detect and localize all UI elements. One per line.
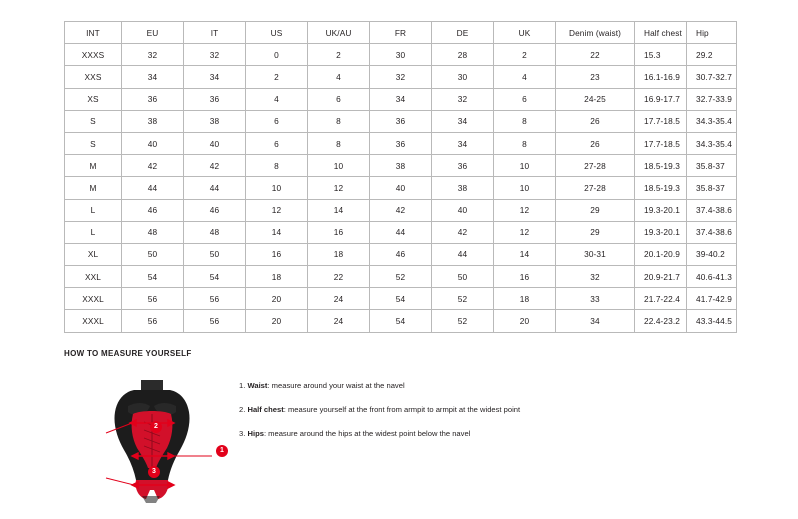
instruction-waist-text: : measure around your waist at the navel [267, 381, 405, 390]
cell-de: 28 [432, 44, 494, 66]
size-conversion-table [64, 21, 737, 333]
cell-int: XL [65, 243, 122, 265]
cell-denim-waist: 34 [556, 310, 635, 332]
instruction-half-chest-index: 2. [239, 405, 246, 414]
table-row [65, 288, 737, 310]
table-row [65, 266, 737, 288]
column-header-int: INT [65, 22, 122, 44]
column-header-uk: UK [494, 22, 556, 44]
cell-uk: 20 [494, 310, 556, 332]
cell-uk: 10 [494, 177, 556, 199]
cell-half-chest: 20.1-20.9 [635, 243, 687, 265]
cell-uk-au: 18 [308, 243, 370, 265]
cell-it: 40 [184, 132, 246, 154]
table-row [65, 177, 737, 199]
cell-int: XXXL [65, 310, 122, 332]
column-header-us: US [246, 22, 308, 44]
cell-eu: 42 [122, 155, 184, 177]
cell-eu: 48 [122, 221, 184, 243]
cell-denim-waist: 26 [556, 132, 635, 154]
cell-de: 38 [432, 177, 494, 199]
cell-eu: 38 [122, 110, 184, 132]
cell-it: 36 [184, 88, 246, 110]
cell-us: 0 [246, 44, 308, 66]
cell-denim-waist: 29 [556, 221, 635, 243]
cell-half-chest: 22.4-23.2 [635, 310, 687, 332]
instruction-waist-index: 1. [239, 381, 246, 390]
cell-uk: 18 [494, 288, 556, 310]
column-header-hip: Hip [687, 22, 737, 44]
cell-eu: 40 [122, 132, 184, 154]
cell-de: 32 [432, 88, 494, 110]
cell-uk-au: 12 [308, 177, 370, 199]
cell-de: 44 [432, 243, 494, 265]
cell-denim-waist: 22 [556, 44, 635, 66]
cell-uk: 4 [494, 66, 556, 88]
cell-denim-waist: 33 [556, 288, 635, 310]
cell-eu: 44 [122, 177, 184, 199]
cell-it: 48 [184, 221, 246, 243]
cell-uk-au: 6 [308, 88, 370, 110]
cell-int: S [65, 132, 122, 154]
cell-half-chest: 16.1-16.9 [635, 66, 687, 88]
column-header-it: IT [184, 22, 246, 44]
cell-uk-au: 8 [308, 110, 370, 132]
cell-uk: 8 [494, 110, 556, 132]
cell-int: M [65, 155, 122, 177]
cell-int: L [65, 221, 122, 243]
column-header-de: DE [432, 22, 494, 44]
cell-denim-waist: 27-28 [556, 177, 635, 199]
column-header-denim-waist: Denim (waist) [556, 22, 635, 44]
cell-fr: 54 [370, 310, 432, 332]
column-header-uk-au: UK/AU [308, 22, 370, 44]
cell-half-chest: 21.7-22.4 [635, 288, 687, 310]
table-row [65, 110, 737, 132]
table-row [65, 132, 737, 154]
cell-uk: 6 [494, 88, 556, 110]
table-row [65, 44, 737, 66]
table-row [65, 243, 737, 265]
cell-us: 6 [246, 110, 308, 132]
cell-fr: 54 [370, 288, 432, 310]
table-row [65, 310, 737, 332]
cell-fr: 38 [370, 155, 432, 177]
cell-hip: 29.2 [687, 44, 737, 66]
instruction-hips-text: : measure around the hips at the widest point below the navel [263, 429, 471, 438]
cell-hip: 32.7-33.9 [687, 88, 737, 110]
table-row [65, 66, 737, 88]
cell-eu: 56 [122, 310, 184, 332]
column-header-half-chest: Half chest [635, 22, 687, 44]
column-header-fr: FR [370, 22, 432, 44]
cell-fr: 32 [370, 66, 432, 88]
cell-de: 50 [432, 266, 494, 288]
instruction-half-chest [239, 404, 719, 416]
cell-hip: 37.4-38.6 [687, 199, 737, 221]
cell-us: 4 [246, 88, 308, 110]
table-row [65, 199, 737, 221]
cell-half-chest: 18.5-19.3 [635, 177, 687, 199]
cell-it: 38 [184, 110, 246, 132]
cell-hip: 35.8-37 [687, 155, 737, 177]
cell-eu: 46 [122, 199, 184, 221]
cell-fr: 42 [370, 199, 432, 221]
cell-fr: 40 [370, 177, 432, 199]
cell-de: 34 [432, 132, 494, 154]
cell-denim-waist: 32 [556, 266, 635, 288]
cell-uk: 16 [494, 266, 556, 288]
mannequin-illustration [84, 378, 219, 503]
cell-it: 56 [184, 288, 246, 310]
callout-marker-1: 1 [216, 445, 228, 457]
cell-denim-waist: 26 [556, 110, 635, 132]
cell-denim-waist: 30-31 [556, 243, 635, 265]
cell-denim-waist: 29 [556, 199, 635, 221]
cell-it: 54 [184, 266, 246, 288]
cell-uk: 8 [494, 132, 556, 154]
cell-us: 12 [246, 199, 308, 221]
table-body [65, 44, 737, 332]
cell-uk-au: 22 [308, 266, 370, 288]
cell-de: 40 [432, 199, 494, 221]
cell-uk: 14 [494, 243, 556, 265]
cell-fr: 34 [370, 88, 432, 110]
cell-eu: 32 [122, 44, 184, 66]
cell-de: 52 [432, 310, 494, 332]
cell-fr: 36 [370, 110, 432, 132]
table-row [65, 221, 737, 243]
cell-uk-au: 24 [308, 288, 370, 310]
cell-half-chest: 19.3-20.1 [635, 199, 687, 221]
cell-it: 32 [184, 44, 246, 66]
cell-eu: 50 [122, 243, 184, 265]
table-row [65, 88, 737, 110]
cell-fr: 30 [370, 44, 432, 66]
table-header [65, 22, 737, 44]
cell-denim-waist: 24-25 [556, 88, 635, 110]
cell-int: XS [65, 88, 122, 110]
cell-half-chest: 17.7-18.5 [635, 132, 687, 154]
cell-it: 34 [184, 66, 246, 88]
cell-it: 44 [184, 177, 246, 199]
cell-int: S [65, 110, 122, 132]
cell-hip: 30.7-32.7 [687, 66, 737, 88]
cell-hip: 41.7-42.9 [687, 288, 737, 310]
cell-uk: 12 [494, 199, 556, 221]
cell-fr: 46 [370, 243, 432, 265]
how-to-measure-section [64, 349, 734, 475]
cell-int: XXXS [65, 44, 122, 66]
cell-de: 34 [432, 110, 494, 132]
measurement-instructions [239, 380, 719, 452]
cell-uk-au: 14 [308, 199, 370, 221]
cell-us: 20 [246, 288, 308, 310]
cell-hip: 39-40.2 [687, 243, 737, 265]
cell-hip: 40.6-41.3 [687, 266, 737, 288]
cell-us: 20 [246, 310, 308, 332]
instruction-half-chest-term: Half chest [247, 405, 284, 414]
cell-hip: 37.4-38.6 [687, 221, 737, 243]
how-to-measure-title: HOW TO MEASURE YOURSELF [64, 349, 192, 358]
instruction-hips [239, 428, 719, 440]
cell-it: 46 [184, 199, 246, 221]
cell-eu: 54 [122, 266, 184, 288]
cell-uk: 10 [494, 155, 556, 177]
cell-eu: 56 [122, 288, 184, 310]
cell-fr: 44 [370, 221, 432, 243]
cell-half-chest: 19.3-20.1 [635, 221, 687, 243]
cell-eu: 34 [122, 66, 184, 88]
cell-fr: 36 [370, 132, 432, 154]
cell-de: 36 [432, 155, 494, 177]
cell-denim-waist: 27-28 [556, 155, 635, 177]
cell-us: 2 [246, 66, 308, 88]
cell-it: 56 [184, 310, 246, 332]
cell-de: 30 [432, 66, 494, 88]
table-row [65, 155, 737, 177]
cell-de: 52 [432, 288, 494, 310]
cell-uk-au: 2 [308, 44, 370, 66]
cell-us: 8 [246, 155, 308, 177]
cell-us: 6 [246, 132, 308, 154]
cell-int: L [65, 199, 122, 221]
cell-uk: 12 [494, 221, 556, 243]
cell-uk-au: 16 [308, 221, 370, 243]
cell-hip: 34.3-35.4 [687, 132, 737, 154]
instruction-hips-term: Hips [247, 429, 264, 438]
instruction-hips-index: 3. [239, 429, 246, 438]
cell-uk-au: 8 [308, 132, 370, 154]
cell-uk-au: 24 [308, 310, 370, 332]
cell-de: 42 [432, 221, 494, 243]
cell-uk-au: 10 [308, 155, 370, 177]
instruction-waist-term: Waist [247, 381, 268, 390]
instruction-waist [239, 380, 719, 392]
callout-marker-2: 2 [150, 421, 162, 433]
cell-half-chest: 18.5-19.3 [635, 155, 687, 177]
cell-int: XXL [65, 266, 122, 288]
cell-us: 10 [246, 177, 308, 199]
cell-hip: 43.3-44.5 [687, 310, 737, 332]
cell-us: 14 [246, 221, 308, 243]
cell-int: M [65, 177, 122, 199]
size-table-container [64, 21, 734, 333]
cell-hip: 34.3-35.4 [687, 110, 737, 132]
cell-half-chest: 15.3 [635, 44, 687, 66]
callout-marker-3: 3 [148, 466, 160, 478]
cell-half-chest: 16.9-17.7 [635, 88, 687, 110]
cell-int: XXS [65, 66, 122, 88]
cell-it: 50 [184, 243, 246, 265]
cell-int: XXXL [65, 288, 122, 310]
cell-hip: 35.8-37 [687, 177, 737, 199]
instruction-half-chest-text: : measure yourself at the front from armpit to armpit at the widest point [283, 405, 521, 414]
cell-half-chest: 17.7-18.5 [635, 110, 687, 132]
cell-us: 18 [246, 266, 308, 288]
table-header-row [65, 22, 737, 44]
column-header-eu: EU [122, 22, 184, 44]
cell-uk: 2 [494, 44, 556, 66]
cell-us: 16 [246, 243, 308, 265]
cell-half-chest: 20.9-21.7 [635, 266, 687, 288]
cell-eu: 36 [122, 88, 184, 110]
cell-denim-waist: 23 [556, 66, 635, 88]
cell-fr: 52 [370, 266, 432, 288]
cell-it: 42 [184, 155, 246, 177]
cell-uk-au: 4 [308, 66, 370, 88]
